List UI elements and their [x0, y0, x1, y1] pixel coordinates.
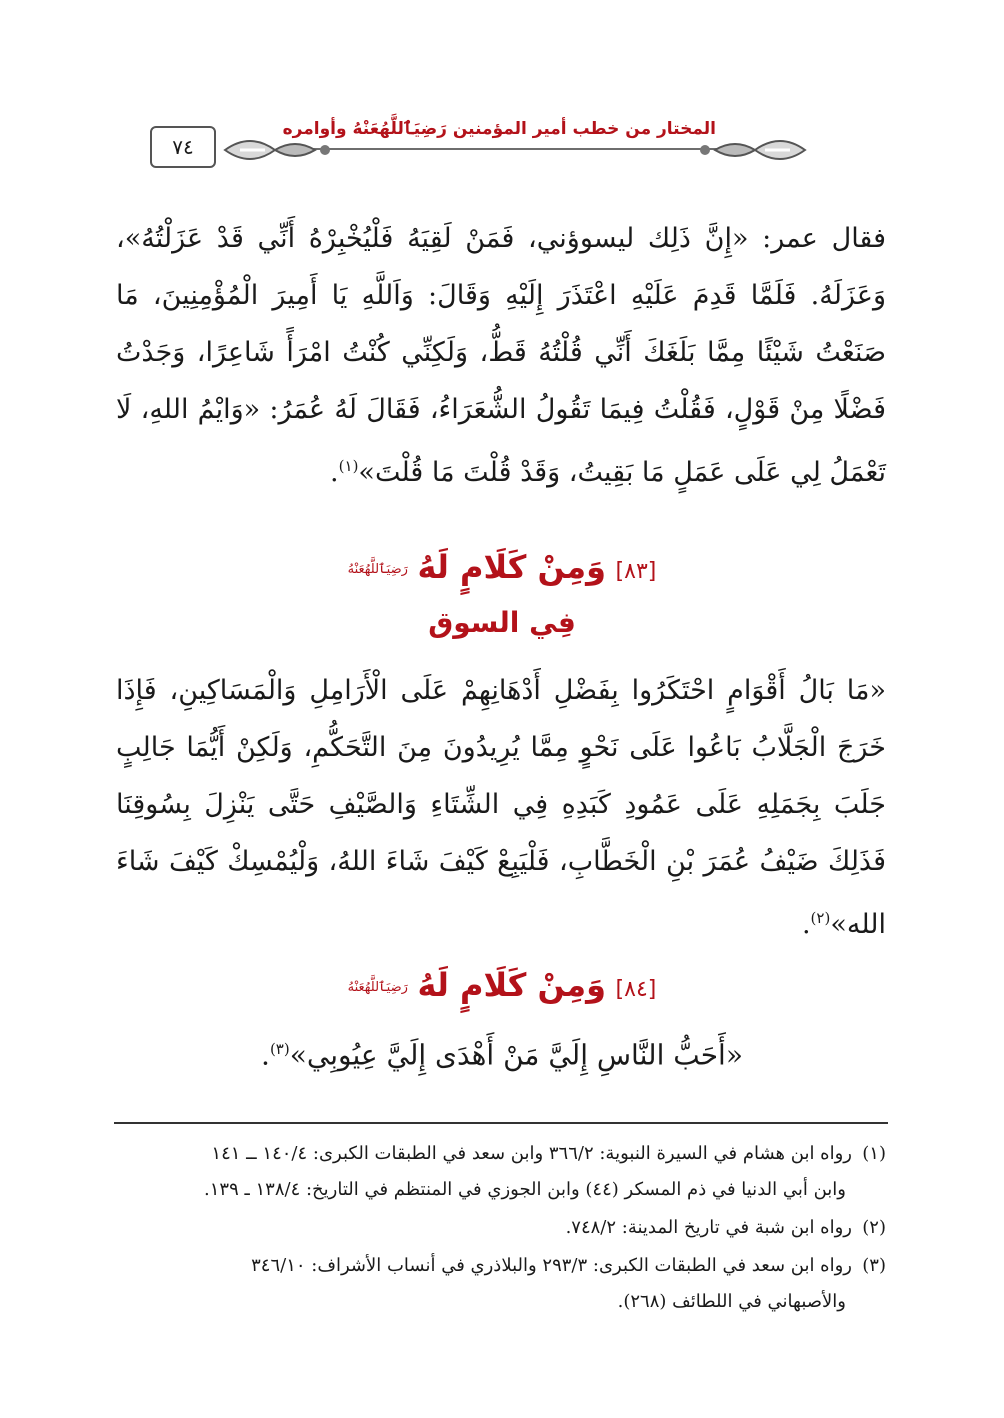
- footnote-ref: (١): [338, 457, 359, 475]
- footnote: [114, 1210, 886, 1246]
- footnote-text: وابن أبي الدنيا في ذم المسكر (٤٤) وابن الجوزي في المنتظم في التاريخ: ١٣٨/٤ ـ ١٣٩.: [204, 1179, 846, 1200]
- heading-title: وَمِنْ كَلَامٍ لَهُ: [417, 548, 606, 586]
- footnote: [114, 1136, 886, 1208]
- footnote-text: رواه ابن شبة في تاريخ المدينة: ٧٤٨/٢.: [565, 1217, 852, 1238]
- header-rule: [300, 148, 720, 150]
- footnote-number: (٢): [862, 1217, 886, 1238]
- footnote-ref: (٢): [810, 909, 831, 927]
- honorific: رَضِيَٱللَّهُعَنْهُ: [347, 562, 408, 577]
- quote-84: [0, 1024, 1004, 1080]
- heading-number: [٨٤]: [615, 977, 657, 1002]
- section-heading-84: [0, 966, 1004, 1004]
- footnote-text: رواه ابن سعد في الطبقات الكبرى: ٢٩٣/٣ والبلاذري في أنساب الأشراف: ٣٤٦/١٠: [251, 1255, 852, 1276]
- section-subtitle: فِي السوق: [428, 606, 576, 639]
- paragraph-end: .: [801, 909, 811, 940]
- paragraph-text: فقال عمر: «إِنَّ ذَلِك ليسوؤني، فَمَنْ لَقِيَهُ فَلْيُخْبِرْهُ أَنِّي قَدْ عَزَلْتُهُ»، وَعَزَلَهُ. فَلَمَّا قَدِمَ عَلَيْهِ اعْتَذَرَ إِلَيْهِ وَقَالَ: وَاَللَّهِ يَا أَمِيرَ الْمُؤْمِنِينَ، مَا صَنَعْتُ شَيْئًا مِمَّا بَلَغَكَ أَنِّي قُلْتُهُ قَطُّ، وَلَكِنِّي كُنْتُ امْرَأً شَاعِرًا، وَجَدْتُ فَضْلًا مِنْ قَوْلٍ، فَقُلْتُ فِيمَا تَقُولُ الشُّعَرَاءُ، فَقَالَ لَهُ عُمَرُ: «وَايْمُ اللهِ، لَا تَعْمَلُ لِي عَلَى عَمَلٍ مَا بَقِيتُ، وَقَدْ قُلْتَ مَا قُلْتَ»: [116, 223, 886, 488]
- heading-title: وَمِنْ كَلَامٍ لَهُ: [417, 966, 606, 1004]
- paragraph-text: «مَا بَالُ أَقْوَامٍ احْتَكَرُوا بِفَضْلِ أَدْهَانِهِمْ عَلَى الْأَرَامِلِ وَالْمَسَاكِينِ، فَإِذَا خَرَجَ الْجَلَّابُ بَاعُوا عَلَى نَحْوٍ مِمَّا يُرِيدُونَ مِنَ التَّحَكُّمِ، وَلَكِنْ أَيُّمَا جَالِبٍ جَلَبَ بِجَمَلِهِ عَلَى عَمُودِ كَبَدِهِ فِي الشِّتَاءِ وَالصَّيْفِ حَتَّى يَنْزِلَ بِسُوقِنَا فَذَلِكَ ضَيْفُ عُمَرَ بْنِ الْخَطَّابِ، فَلْيَبِعْ كَيْفَ شَاءَ اللهُ، وَلْيُمْسِكْ كَيْفَ شَاءَ الله»: [116, 675, 886, 940]
- running-title: المختار من خطب أمير المؤمنين رَضِيَٱللَّهُعَنْهُ وأوامره: [279, 118, 720, 139]
- paragraph: [116, 210, 886, 501]
- footnote-text: رواه ابن هشام في السيرة النبوية: ٣٦٦/٢ وابن سعد في الطبقات الكبرى: ١٤٠/٤ ــ ١٤١: [211, 1143, 852, 1164]
- footnote: [114, 1248, 886, 1320]
- quote-text: «أَحَبُّ النَّاسِ إِلَيَّ مَنْ أَهْدَى إِلَيَّ عِيُوبِي»: [289, 1038, 743, 1072]
- footnote-divider: [114, 1122, 888, 1124]
- quote-end: .: [261, 1038, 270, 1072]
- footnote-text: والأصبهاني في اللطائف (٢٦٨).: [617, 1291, 846, 1312]
- footnote-number: (٣): [862, 1255, 886, 1276]
- footnote-ref: (٣): [269, 1040, 290, 1058]
- footnote-number: (١): [862, 1143, 886, 1164]
- section-heading-83: [0, 548, 1004, 586]
- heading-number: [٨٣]: [615, 559, 657, 584]
- page-header: [140, 118, 880, 178]
- honorific: رَضِيَٱللَّهُعَنْهُ: [347, 980, 408, 995]
- paragraph-end: .: [330, 457, 339, 488]
- page-number: ٧٤: [150, 126, 216, 168]
- paragraph: [116, 662, 886, 953]
